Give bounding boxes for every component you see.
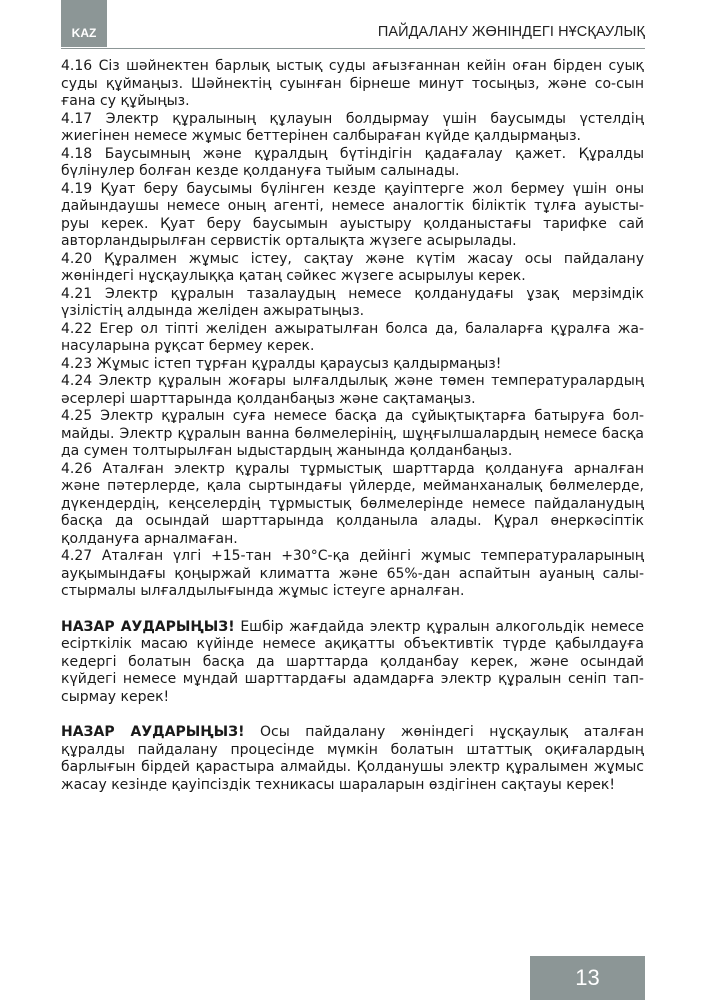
warning-label: НАЗАР АУДАРЫҢЫЗ! [61, 618, 235, 635]
instruction-item-4-24: 4.24 Электр құралын жоғары ылғалдылық және төмен температуралардың әсерлері шарттарында қолданбаңыз және сақтамаңыз. [61, 373, 644, 407]
instruction-item-4-20: 4.20 Құралмен жұмыс істеу, сақтау және күтім жасау осы пайдалану жөніндегі нұсқаулыққа қатаң сәйкес жүзеге асырылуы керек. [61, 250, 644, 284]
instruction-item-4-21: 4.21 Электр құралын тазалаудың немесе қолданудағы ұзақ мерзімдік үзілістің алдында желіден ажыратыңыз. [61, 285, 644, 319]
warning-paragraph-2 [61, 724, 644, 794]
warning-paragraph-1 [61, 619, 644, 707]
instruction-item-4-22: 4.22 Егер ол тіпті желіден ажыратылған болса да, балаларға құралға жа-насуларына рұқсат бермеу керек. [61, 320, 644, 354]
instruction-item-4-16: 4.16 Сіз шәйнектен барлық ыстық суды ағызғаннан кейін оған бірден суық суды құймаңыз. Шәйнектің суынған бірнеше минут тосыңыз, және со-сын ғана су құйыңыз. [61, 58, 644, 109]
instruction-item-4-23: 4.23 Жұмыс істеп тұрған құралды қараусыз қалдырмаңыз! [61, 355, 502, 372]
instruction-item-4-27: 4.27 Аталған үлгі +15-тан +30°С-қа дейінгі жұмыс температураларының ауқымындағы қоңыржай климатта және 65%-дан аспайтын ауаның салы-стырмалы ылғалдылығында жұмыс істеуге арналған. [61, 548, 644, 599]
warning-text: Ешбір жағдайда электр құралын алкогольдік немесе есірткілік масаю күйінде немесе ақиқатты объективтік түрде қабылдауға кедергі болатын басқа да шарттарда қолданбау керек, және осындай күйдегі немесе мұндай шарттардағы адамдарға электр құралын сеніп тап-сырмау керек! [61, 618, 644, 705]
instruction-item-4-19: 4.19 Қуат беру баусымы бүлінген кезде қауіптерге жол бермеу үшін оны дайындаушы немесе оның агенті, немесе аналогтік біліктік тұлға ауысты-руы керек. Қуат беру баусымын ауыстыру қолданыстағы тарифке сай авторландырылған сервистік орталықта жүзеге асырылады. [61, 180, 644, 249]
language-badge [61, 0, 107, 47]
language-code: KAZ [71, 26, 97, 40]
warning-label: НАЗАР АУДАРЫҢЫЗ! [61, 724, 245, 740]
header-divider [61, 48, 645, 49]
page-header-title: ПАЙДАЛАНУ ЖӨНІНДЕГІ НҰСҚАУЛЫҚ [377, 24, 645, 40]
instruction-item-4-18: 4.18 Баусымның және құралдың бүтіндігін қадағалау қажет. Құралды бүлінулер болған кезде қолдануға тыйым салынады. [61, 145, 644, 179]
warning-text: Осы пайдалану жөніндегі нұсқаулық аталған құралды пайдалану процесінде мүмкін болатын штаттық оқиғалардың барлығын бірдей қарастыра алмайды. Қолданушы электр құралымен жұмыс жасау кезінде қауіпсіздік техникасы шараларын өздігінен сақтауы керек! [61, 724, 644, 793]
instructions-body [61, 58, 644, 794]
instruction-item-4-26: 4.26 Аталған электр құралы тұрмыстық шарттарда қолдануға арналған және пәтерлерде, қала сыртындағы үйлерде, мейманханалық бөлмелерде, дүкендердің, кеңселердің тұрмыстық бөлмелерінде немесе пайдаланудың басқа да осындай шарттарында қолданыла алады. Құрал өнеркәсіптік қолдануға арналмаған. [61, 460, 644, 547]
instruction-item-4-25: 4.25 Электр құралын суға немесе басқа да сұйықтықтарға батыруға бол-майды. Электр құралын ванна бөлмелерінің, шұңғылшалардың немесе басқа да сумен толтырылған ыдыстардың жанында қолданбаңыз. [61, 408, 644, 459]
page-number-box [530, 956, 645, 1000]
instruction-item-4-17: 4.17 Электр құралының құлауын болдырмау үшін баусымды үстелдің жиегінен немесе жұмыс беттерінен салбыраған күйде қалдырмаңыз. [61, 110, 644, 144]
page-number: 13 [575, 965, 600, 990]
